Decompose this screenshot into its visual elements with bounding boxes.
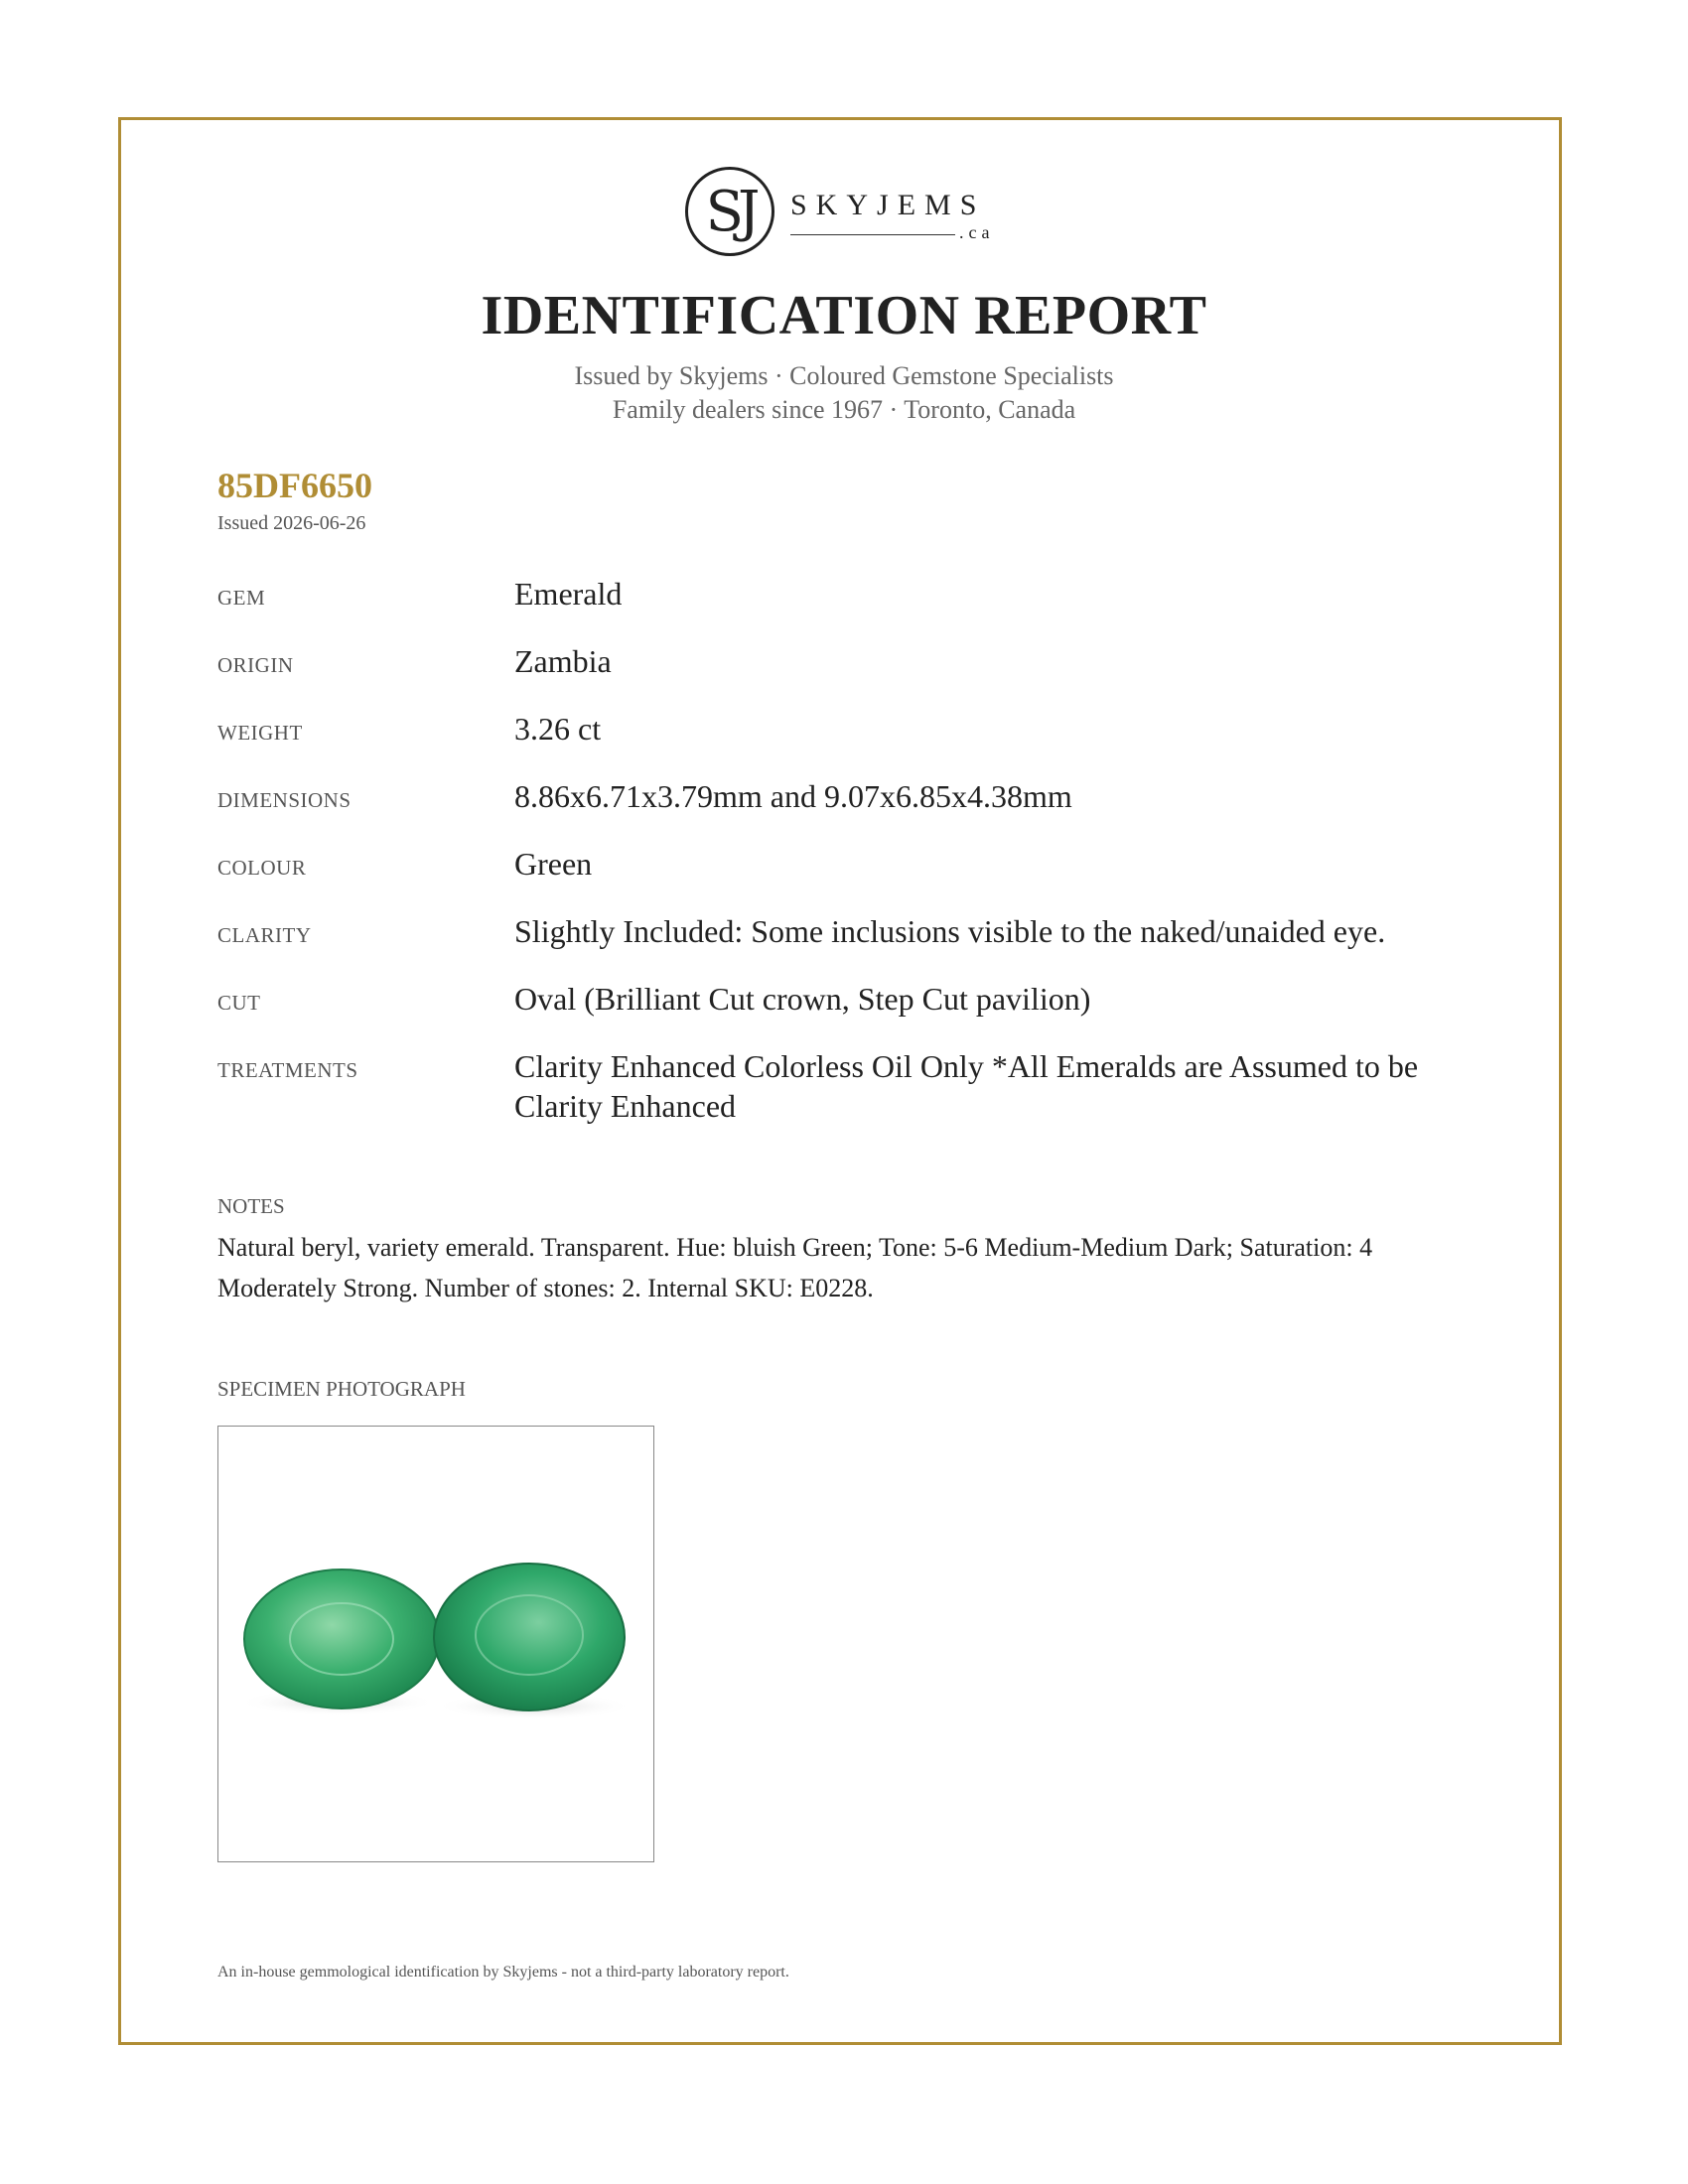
footer-disclaimer: An in-house gemmological identification by Skyjems - not a third-party laboratory report. (217, 1964, 789, 1980)
skyjems-logo (685, 165, 1013, 264)
field-label-colour: COLOUR (217, 856, 307, 880)
field-value-colour: Green (514, 846, 593, 882)
emerald-pair-image (218, 1427, 653, 1861)
field-value-cut: Oval (Brilliant Cut crown, Step Cut pavilion) (514, 981, 1091, 1017)
logo-wordmark: SKYJEMS (790, 189, 986, 221)
issuer-line: Issued by Skyjems · Coloured Gemstone Specialists (574, 361, 1114, 390)
field-value-gem: Emerald (514, 576, 623, 612)
field-label-weight: WEIGHT (217, 721, 303, 745)
logo-underline (790, 234, 955, 235)
notes-text: Natural beryl, variety emerald. Transparent. Hue: bluish Green; Tone: 5-6 Medium-Medium Dark; Saturation: 4 Moderately Strong. Number of stones: 2. Internal SKU: E0228. (217, 1233, 1373, 1302)
dealer-line: Family dealers since 1967 · Toronto, Canada (612, 395, 1076, 424)
field-value-origin: Zambia (514, 643, 612, 679)
logo-domain: .ca (959, 222, 995, 242)
logo-monogram: SJ (685, 167, 774, 256)
field-label-cut: CUT (217, 991, 261, 1015)
report-number: 85DF6650 (217, 466, 372, 505)
issue-date: Issued 2026-06-26 (217, 512, 366, 534)
emerald-stone-right (434, 1564, 625, 1710)
field-value-clarity: Slightly Included: Some inclusions visible to the naked/unaided eye. (514, 913, 1386, 949)
field-label-origin: ORIGIN (217, 653, 294, 677)
field-label-dimensions: DIMENSIONS (217, 788, 352, 812)
photo-label: SPECIMEN PHOTOGRAPH (217, 1377, 466, 1401)
specimen-photo (217, 1426, 654, 1862)
field-label-treatments: TREATMENTS (217, 1058, 358, 1082)
field-label-clarity: CLARITY (217, 923, 312, 947)
notes-label: NOTES (217, 1194, 285, 1218)
field-label-gem: GEM (217, 586, 266, 610)
field-value-weight: 3.26 ct (514, 711, 602, 747)
field-value-treatments: Clarity Enhanced Colorless Oil Only *All Emeralds are Assumed to be Clarity Enhanced (514, 1048, 1419, 1124)
report-title: IDENTIFICATION REPORT (481, 285, 1207, 346)
field-value-dimensions: 8.86x6.71x3.79mm and 9.07x6.85x4.38mm (514, 778, 1072, 814)
emerald-stone-left (244, 1570, 439, 1708)
